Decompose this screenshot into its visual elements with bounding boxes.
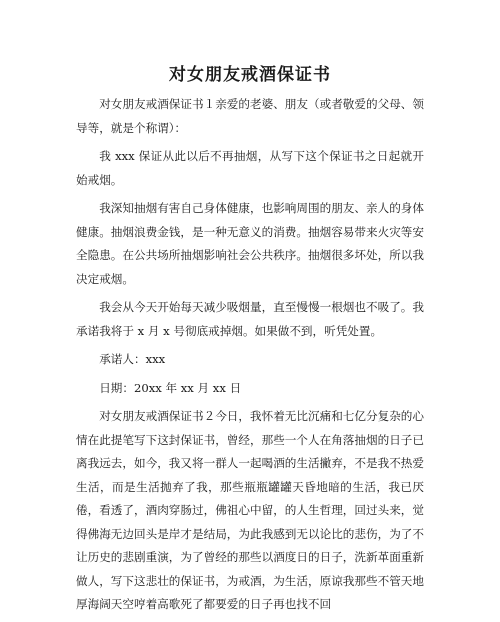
paragraph-second-letter: 对女朋友戒酒保证书２今日，我怀着无比沉痛和七亿分复杂的心情在此提笔写下这封保证书，曾经，那些一个人在角落抽烟的日子已离我远去，如今，我又将一群人一起喝酒的生活撇弃，不是我不热爱生活，而是生活抛弃了我，那些瓶瓶罐罐天昏地暗的生活，我已厌倦，看透了，酒肉穿肠过，佛祖心中留，的人生哲理，回过头来，觉得佛海无边回头是岸才是结局，为此我感到无以论比的悲伤，为了不让历史的悲剧重演，为了曾经的那些以酒度日的日子，洗新革面重新做人，写下这悲壮的保证书，为戒酒，为生活，原谅我那些不管天地厚海阔天空哼着高歌死了都要爱的日子再也找不回 [76, 409, 424, 611]
paragraph-date: 日期：20xx 年 xx 月 xx 日 [99, 380, 242, 395]
paragraph-pledge: 我 xxx 保证从此以后不再抽烟，从写下这个保证书之日起就开始戒烟。 [76, 149, 424, 187]
paragraph-signatory: 承诺人：xxx [99, 352, 166, 366]
paragraph-reasons: 我深知抽烟有害自己身体健康，也影响周围的朋友、亲人的身体健康。抽烟浪费金钱，是一种无意义的消费。抽烟容易带来火灾等安全隐患。在公共场所抽烟影响社会公共秩序。抽烟很多坏处，所以我决定戒烟。 [76, 201, 424, 286]
document-body [76, 93, 424, 622]
paragraph-commitment: 我会从今天开始每天减少吸烟量，直至慢慢一根烟也不吸了。我承诺我将于 x 月 x 号彻底戒掉烟。如果做不到，听凭处置。 [76, 300, 424, 338]
document-title: 对女朋友戒酒保证书 [169, 65, 331, 85]
paragraph-salutation: 对女朋友戒酒保证书１亲爱的老婆、朋友（或者敬爱的父母、领导等，就是个称谓）： [76, 97, 424, 135]
